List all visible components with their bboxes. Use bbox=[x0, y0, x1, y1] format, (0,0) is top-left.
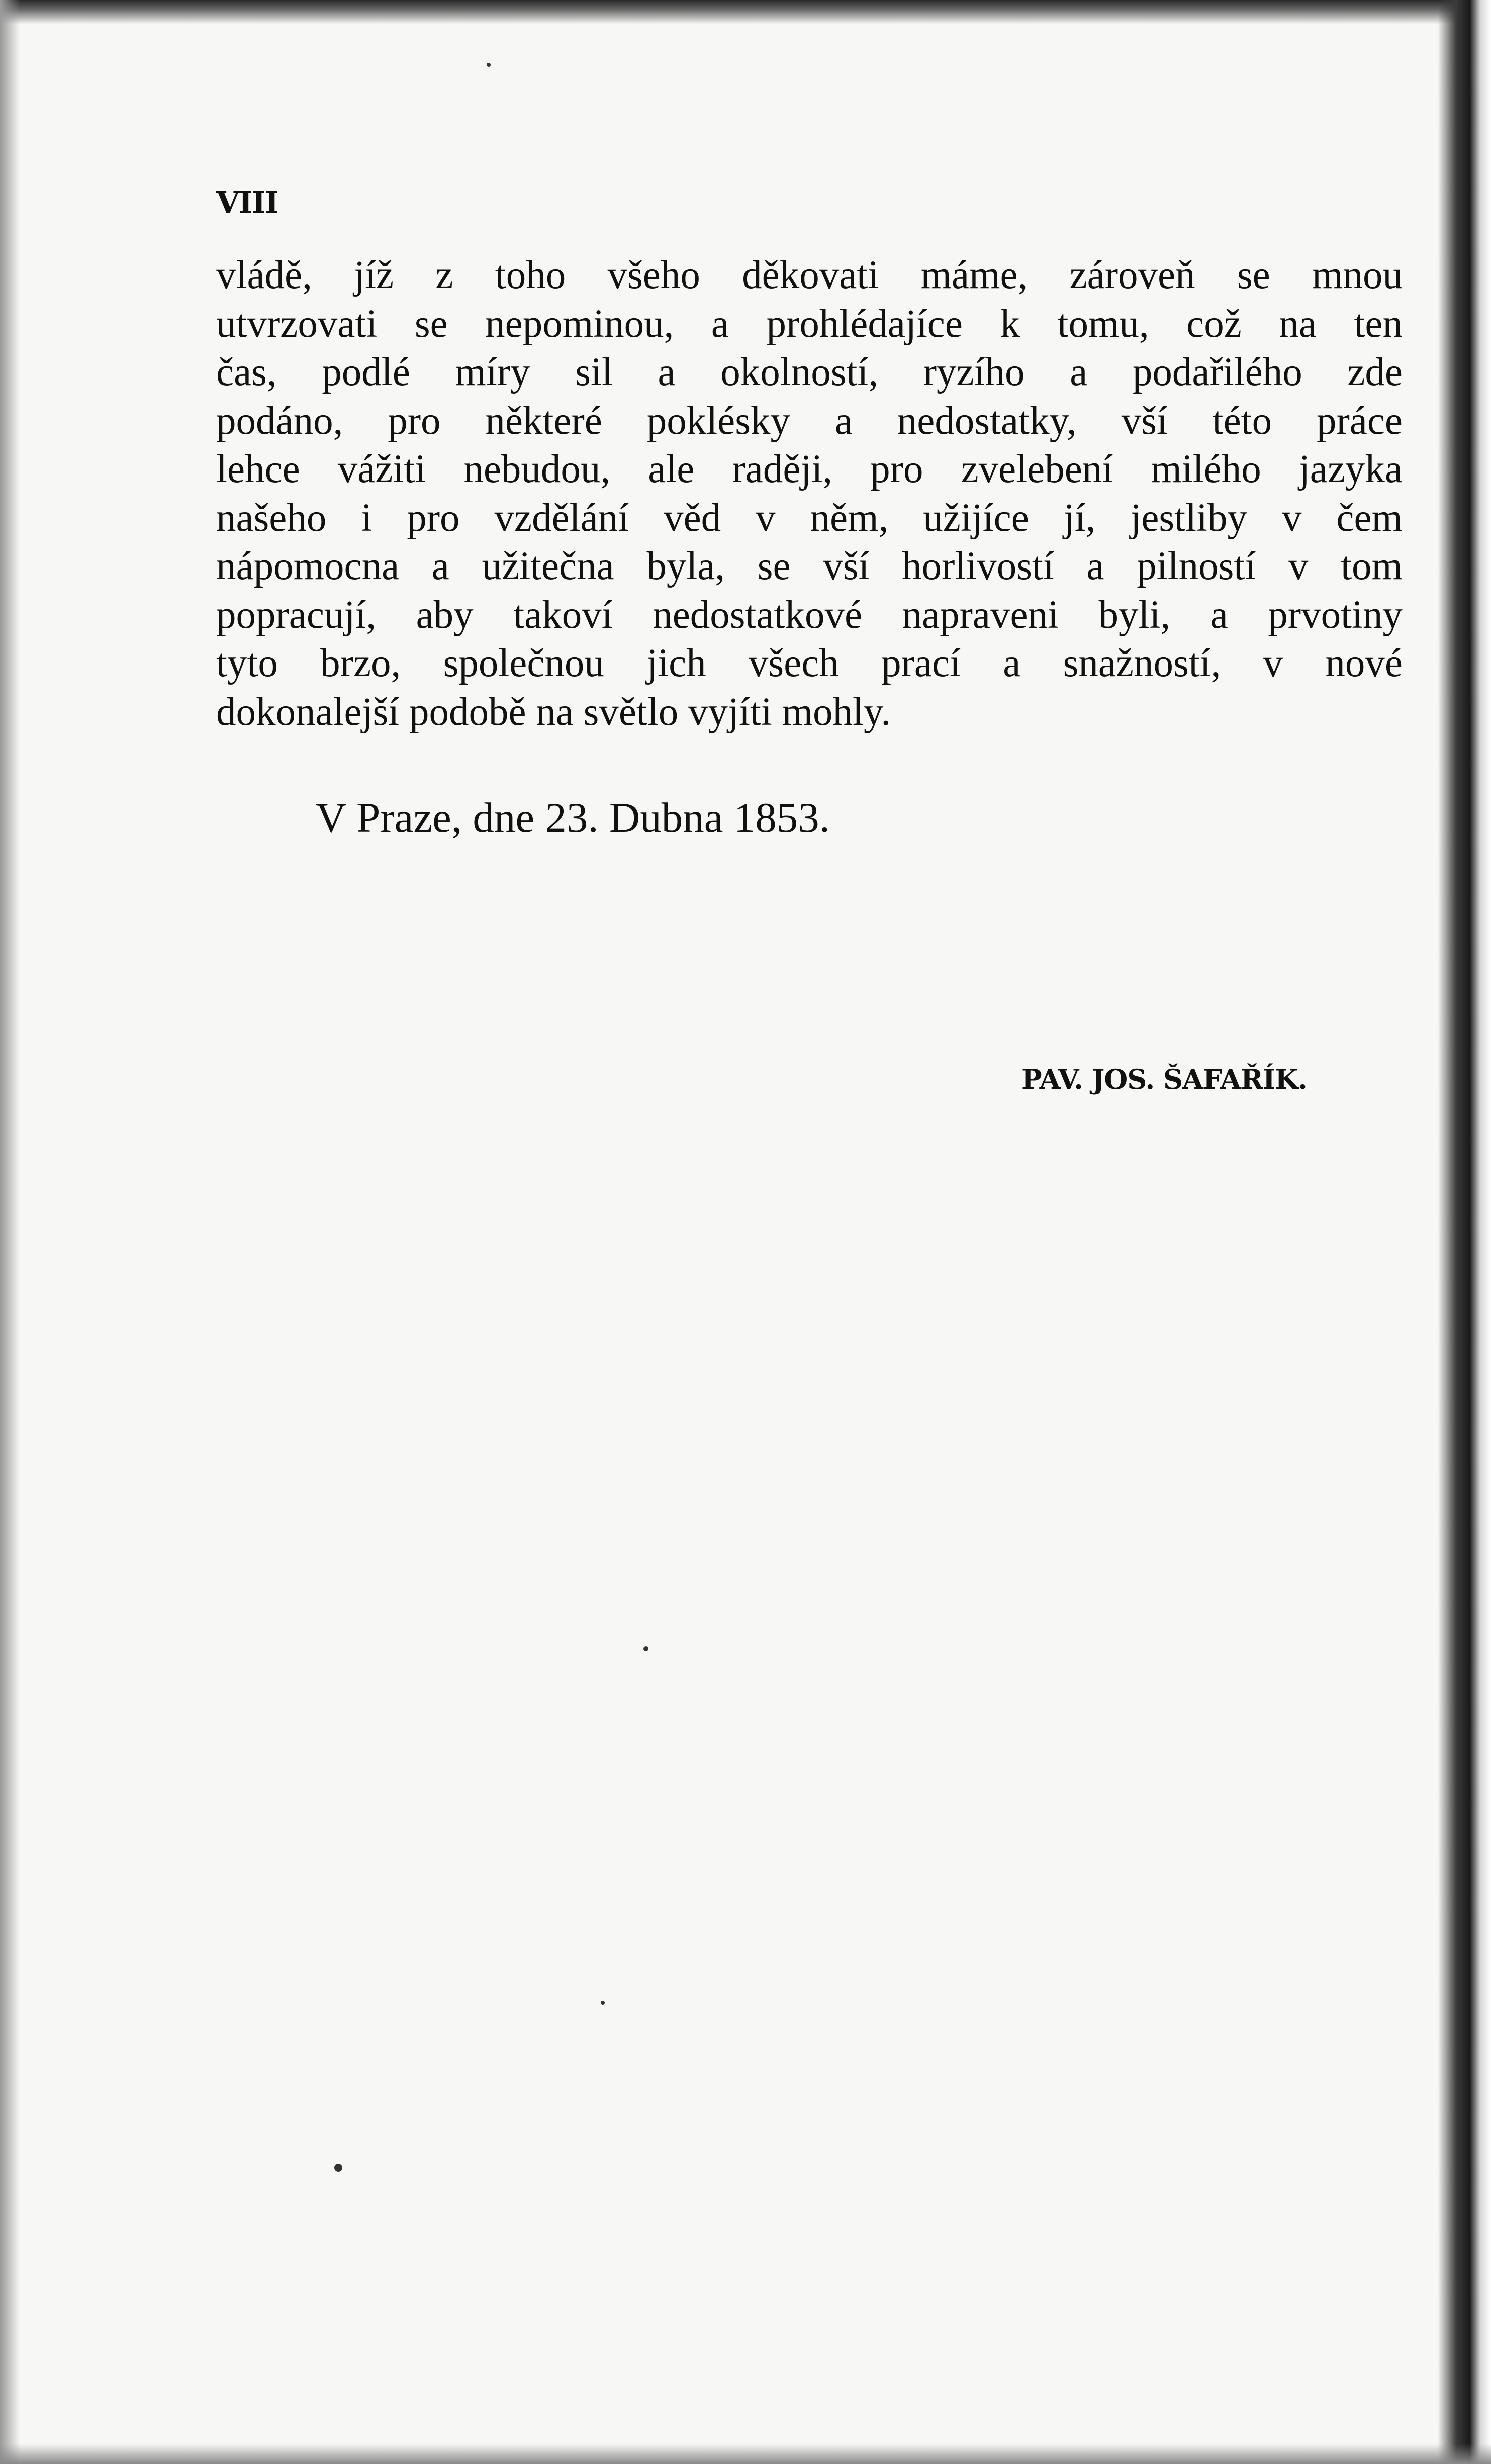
text-line: našeho i pro vzdělání věd v něm, užijíce jí, jestliby v čem bbox=[216, 496, 1403, 540]
page-top-edge bbox=[0, 0, 1491, 24]
page-left-edge bbox=[0, 0, 20, 2464]
paper-speck bbox=[643, 1646, 648, 1651]
text-line: dokonalejší podobě na světlo vyjíti mohly. bbox=[216, 690, 891, 734]
paper-speck bbox=[334, 2164, 342, 2172]
paper-speck bbox=[487, 63, 491, 67]
author-signature: PAV. JOS. ŠAFAŘÍK. bbox=[1021, 1063, 1307, 1095]
paper-speck bbox=[601, 2001, 605, 2005]
text-line: vládě, jíž z toho všeho děkovati máme, zároveň se mnou bbox=[216, 253, 1403, 297]
text-line: popracují, aby takoví nedostatkové napraveni byli, a prvotiny bbox=[216, 593, 1403, 637]
text-line: tyto brzo, společnou jich všech prací a snažností, v nové bbox=[216, 641, 1403, 685]
text-line: čas, podlé míry sil a okolností, ryzího a podařilého zde bbox=[216, 350, 1403, 394]
page-right-edge bbox=[1438, 0, 1491, 2464]
dateline: V Praze, dne 23. Dubna 1853. bbox=[316, 794, 830, 841]
text-line: nápomocna a užitečna byla, se vší horlivostí a pilností v tom bbox=[216, 544, 1403, 588]
page-bottom-edge bbox=[0, 2444, 1491, 2464]
text-line: podáno, pro některé poklésky a nedostatky, vší této práce bbox=[216, 399, 1403, 443]
body-paragraph bbox=[216, 251, 1403, 736]
text-line: utvrzovati se nepominou, a prohlédajíce k tomu, což na ten bbox=[216, 302, 1403, 346]
text-line: lehce vážiti nebudou, ale raději, pro zvelebení milého jazyka bbox=[216, 447, 1403, 491]
page-number: VIII bbox=[216, 185, 278, 220]
